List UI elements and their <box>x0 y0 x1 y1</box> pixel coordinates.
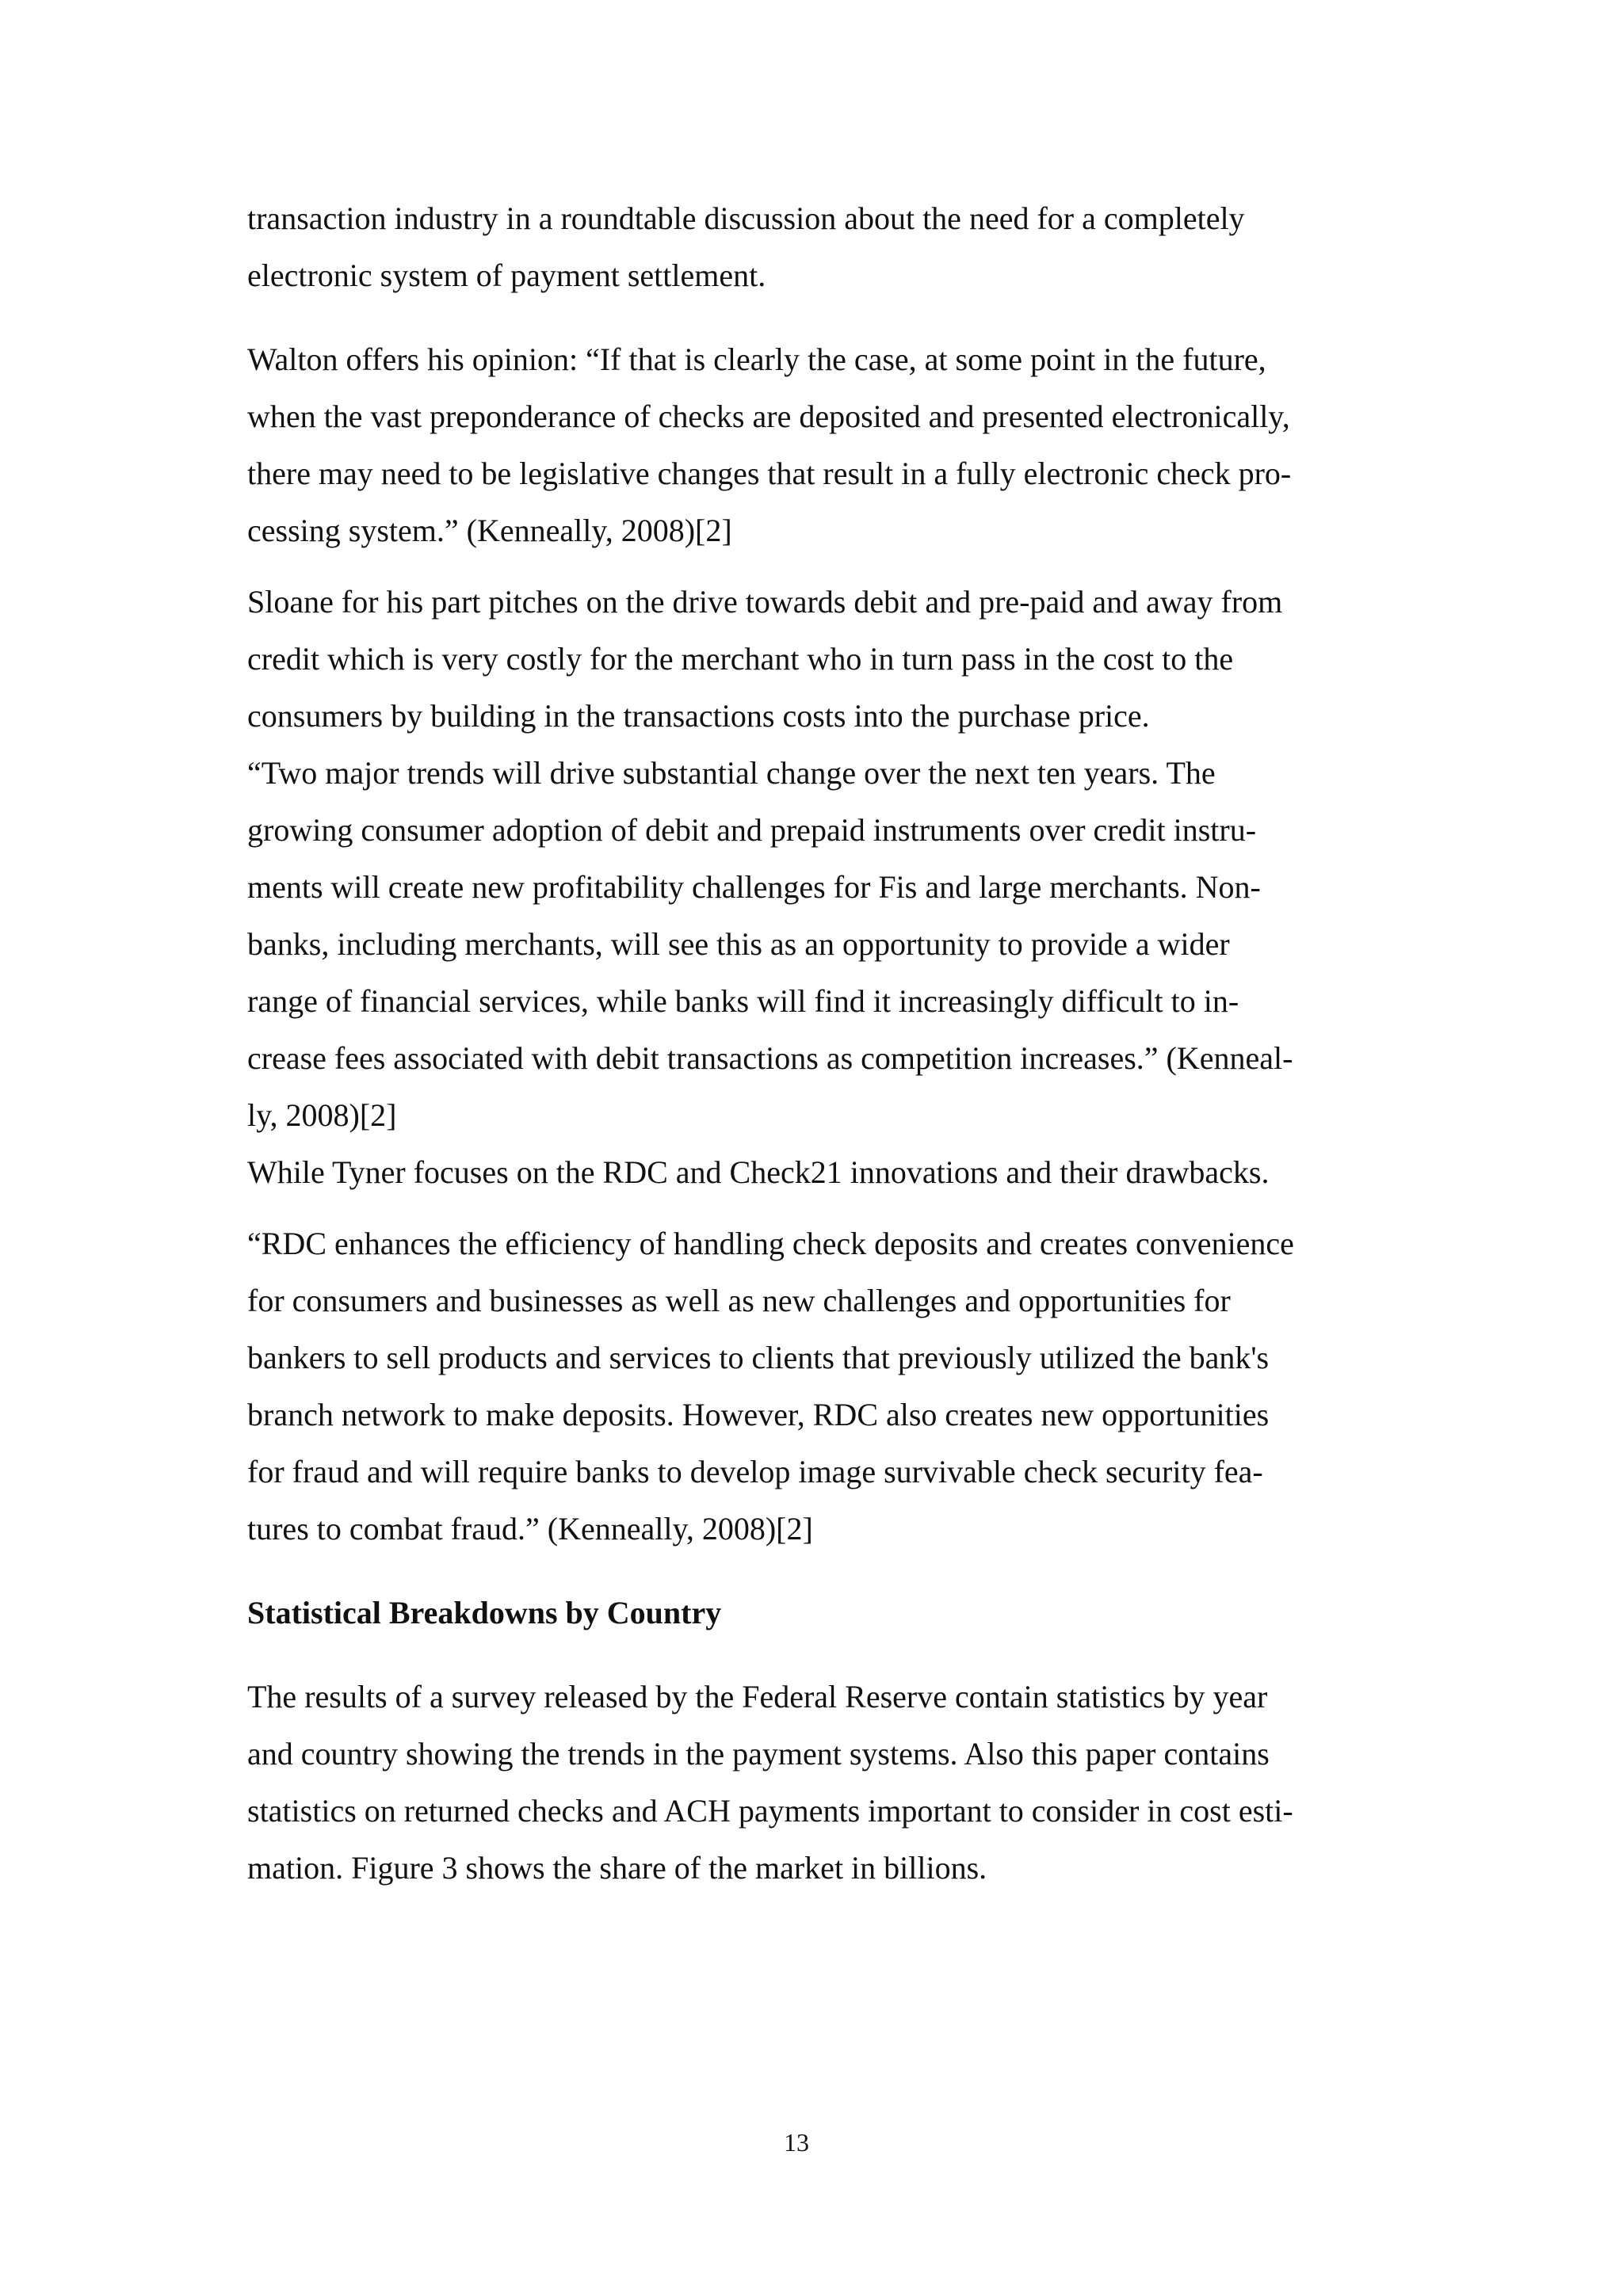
text-line: “RDC enhances the efficiency of handling check deposits and creates convenience <box>247 1226 1294 1261</box>
text-line: mation. Figure 3 shows the share of the market in billions. <box>247 1850 987 1886</box>
text-line: range of financial services, while banks will find it increasingly difficult to in- <box>247 983 1239 1019</box>
text-line: ly, 2008)[2] <box>247 1097 397 1133</box>
text-line: Walton offers his opinion: “If that is clearly the case, at some point in the future, <box>247 341 1266 377</box>
text-line: bankers to sell products and services to clients that previously utilized the bank's <box>247 1340 1270 1375</box>
text-line: for consumers and businesses as well as new challenges and opportunities for <box>247 1283 1231 1318</box>
text-line: statistics on returned checks and ACH payments important to consider in cost esti- <box>247 1793 1293 1829</box>
text-line: transaction industry in a roundtable discussion about the need for a completely <box>247 200 1245 236</box>
page-number: 13 <box>784 2128 809 2157</box>
text-line: branch network to make deposits. However, RDC also creates new opportunities <box>247 1397 1270 1432</box>
text-line: cessing system.” (Kenneally, 2008)[2] <box>247 513 732 548</box>
section-heading: Statistical Breakdowns by Country <box>247 1595 722 1630</box>
text-line: there may need to be legislative changes that result in a fully electronic check pro- <box>247 456 1292 491</box>
text-line: tures to combat fraud.” (Kenneally, 2008)[2] <box>247 1511 813 1547</box>
text-line: Sloane for his part pitches on the drive towards debit and pre-paid and away from <box>247 584 1283 620</box>
text-line: consumers by building in the transactions costs into the purchase price. <box>247 698 1150 734</box>
text-line: credit which is very costly for the merchant who in turn pass in the cost to the <box>247 641 1234 677</box>
text-line: electronic system of payment settlement. <box>247 257 766 293</box>
text-line: for fraud and will require banks to develop image survivable check security fea- <box>247 1454 1263 1489</box>
text-line: growing consumer adoption of debit and prepaid instruments over credit instru- <box>247 812 1257 848</box>
text-line: when the vast preponderance of checks are deposited and presented electronically, <box>247 399 1290 434</box>
text-line: and country showing the trends in the payment systems. Also this paper contains <box>247 1736 1270 1772</box>
text-line: ments will create new profitability challenges for Fis and large merchants. Non- <box>247 869 1261 905</box>
text-line: “Two major trends will drive substantial change over the next ten years. The <box>247 755 1216 791</box>
text-line: banks, including merchants, will see this as an opportunity to provide a wider <box>247 926 1230 962</box>
text-line: While Tyner focuses on the RDC and Check21 innovations and their drawbacks. <box>247 1154 1270 1190</box>
text-line: crease fees associated with debit transactions as competition increases.” (Kenneal- <box>247 1040 1293 1076</box>
text-line: The results of a survey released by the Federal Reserve contain statistics by year <box>247 1679 1268 1714</box>
